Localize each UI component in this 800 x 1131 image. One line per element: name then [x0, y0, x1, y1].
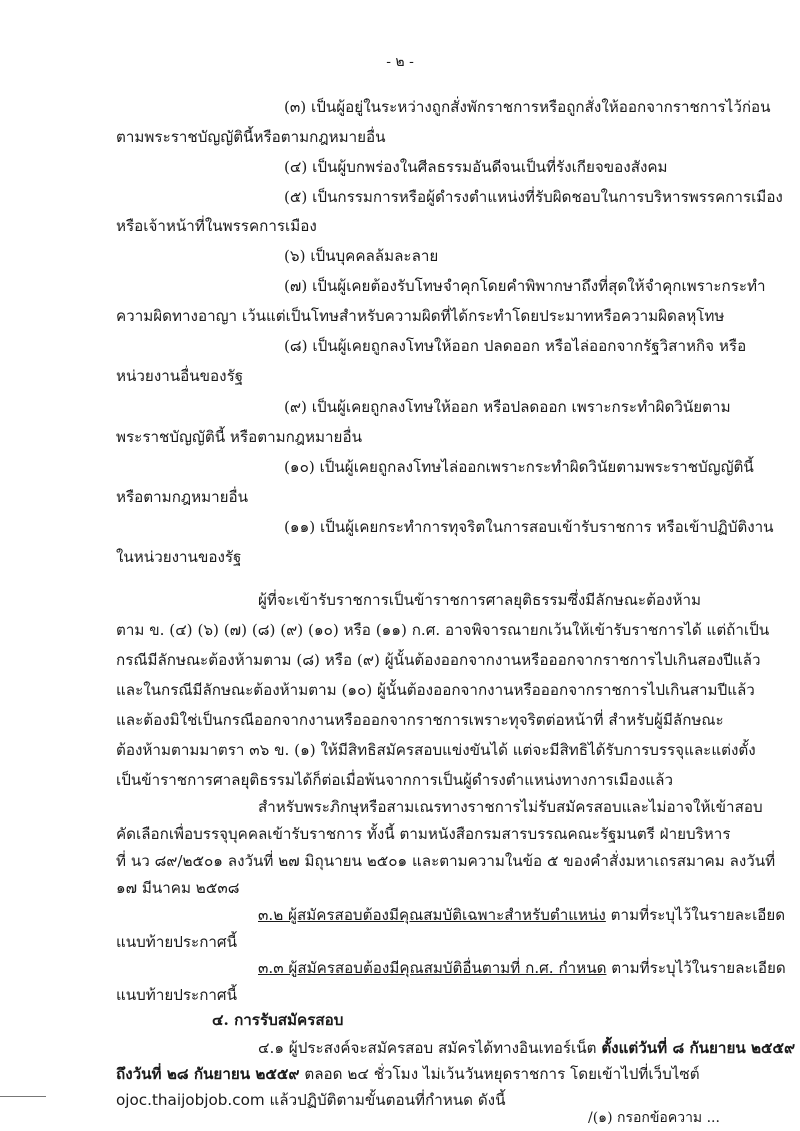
item-7-line-1: (๗) เป็นผู้เคยต้องรับโทษจำคุกโดยคำพิพากษาถึงที่สุดให้จำคุกเพราะกระทำ — [284, 277, 766, 295]
item-6: (๖) เป็นบุคคลล้มละลาย — [284, 247, 439, 265]
monk-line-1: สำหรับพระภิกษุหรือสามเณรทางราชการไม่รับสมัครสอบและไม่อาจให้เข้าสอบ — [258, 798, 763, 816]
item-7-line-2: ความผิดทางอาญา เว้นแต่เป็นโทษสำหรับความผิดที่ได้กระทำโดยประมาทหรือความผิดลหุโทษ — [116, 307, 725, 325]
section-3-2-line-2: แนบท้ายประกาศนี้ — [116, 933, 237, 951]
continuation-note: /(๑) กรอกข้อความ ... — [588, 1110, 720, 1126]
page-number: - ๒ - — [386, 54, 414, 70]
item-10-line-1: (๑๐) เป็นผู้เคยถูกลงโทษไล่ออกเพราะกระทำผิดวินัยตามพระราชบัญญัตินี้ — [284, 458, 754, 476]
monk-line-2: คัดเลือกเพื่อบรรจุบุคคลเข้ารับราชการ ทั้งนี้ ตามหนังสือกรมสารบรรณคณะรัฐมนตรี ฝ่ายบริหาร — [116, 825, 731, 843]
section-4-1-steps: แล้วปฏิบัติตามขั้นตอนที่กำหนด ดังนี้ — [264, 1091, 506, 1109]
section-3-2-rest: ตามที่ระบุไว้ในรายละเอียด — [605, 906, 786, 924]
section-3-2-heading: ๓.๒ ผู้สมัครสอบต้องมีคุณสมบัติเฉพาะสำหรับตำแหน่ง — [258, 906, 606, 924]
section-3-3-heading: ๓.๓ ผู้สมัครสอบต้องมีคุณสมบัติอื่นตามที่ ก.ศ. กำหนด — [258, 959, 607, 977]
scan-edge-line — [0, 1096, 46, 1097]
item-3-line-1: (๓) เป็นผู้อยู่ในระหว่างถูกสั่งพักราชการหรือถูกสั่งให้ออกจากราชการไว้ก่อน — [284, 98, 771, 116]
exception-line-4: และในกรณีมีลักษณะต้องห้ามตาม (๑๐) ผู้นั้นต้องออกจากงานหรือออกจากราชการไปเกินสามปีแล้ว — [116, 681, 755, 699]
item-3-line-2: ตามพระราชบัญญัตินี้หรือตามกฎหมายอื่น — [116, 128, 386, 146]
section-3-3-line-1 — [258, 958, 786, 978]
section-4-1-intro: ๔.๑ ผู้ประสงค์จะสมัครสอบ สมัครได้ทางอินเทอร์เน็ต — [258, 1039, 602, 1057]
section-4-1-line-2 — [116, 1064, 700, 1084]
monk-line-4: ๑๗ มีนาคม ๒๕๓๘ — [116, 879, 240, 897]
item-10-line-2: หรือตามกฎหมายอื่น — [116, 488, 249, 506]
section-4-heading: ๔. การรับสมัครสอบ — [212, 1011, 344, 1029]
section-4-1-line-3 — [116, 1090, 505, 1110]
item-11-line-1: (๑๑) เป็นผู้เคยกระทำการทุจริตในการสอบเข้ารับราชการ หรือเข้าปฏิบัติงาน — [284, 518, 774, 536]
item-4: (๔) เป็นผู้บกพร่องในศีลธรรมอันดีจนเป็นที่รังเกียจของสังคม — [284, 158, 668, 176]
exception-line-3: กรณีมีลักษณะต้องห้ามตาม (๘) หรือ (๙) ผู้นั้นต้องออกจากงานหรือออกจากราชการไปเกินสองปีแล้ว — [116, 651, 761, 669]
section-3-3-line-2: แนบท้ายประกาศนี้ — [116, 986, 237, 1004]
item-11-line-2: ในหน่วยงานของรัฐ — [116, 548, 242, 566]
section-4-1-hours: ตลอด ๒๔ ชั่วโมง ไม่เว้นวันหยุดราชการ โดยเข้าไปที่เว็บไซต์ — [299, 1065, 700, 1083]
monk-line-3: ที่ นว ๘๙/๒๕๐๑ ลงวันที่ ๒๗ มิถุนายน ๒๕๐๑ และตามความในข้อ ๕ ของคำสั่งมหาเถรสมาคม ลงวันที่ — [116, 852, 776, 870]
exception-line-7: เป็นข้าราชการศาลยุติธรรมได้ก็ต่อเมื่อพ้นจากการเป็นผู้ดำรงตำแหน่งทางการเมืองแล้ว — [116, 771, 673, 789]
application-start-date: ตั้งแต่วันที่ ๘ กันยายน ๒๕๕๙ — [601, 1039, 796, 1057]
exception-line-5: และต้องมิใช่เป็นกรณีออกจากงานหรือออกจากราชการเพราะทุจริตต่อหน้าที่ สำหรับผู้มีลักษณะ — [116, 711, 724, 729]
item-8-line-2: หน่วยงานอื่นของรัฐ — [116, 367, 244, 385]
item-9-line-1: (๙) เป็นผู้เคยถูกลงโทษให้ออก หรือปลดออก เพราะกระทำผิดวินัยตาม — [284, 398, 731, 416]
item-5-line-2: หรือเจ้าหน้าที่ในพรรคการเมือง — [116, 217, 317, 235]
section-4-1-line-1 — [258, 1038, 795, 1058]
website-url: ojoc.thaijobjob.com — [116, 1091, 265, 1109]
application-end-date: ถึงวันที่ ๒๘ กันยายน ๒๕๕๙ — [116, 1065, 300, 1083]
item-5-line-1: (๕) เป็นกรรมการหรือผู้ดำรงตำแหน่งที่รับผิดชอบในการบริหารพรรคการเมือง — [284, 188, 783, 206]
item-9-line-2: พระราชบัญญัตินี้ หรือตามกฎหมายอื่น — [116, 428, 362, 446]
section-3-3-rest: ตามที่ระบุไว้ในรายละเอียด — [606, 959, 786, 977]
exception-line-2: ตาม ข. (๔) (๖) (๗) (๘) (๙) (๑๐) หรือ (๑๑) ก.ศ. อาจพิจารณายกเว้นให้เข้ารับราชการได้ แต่ถ้าเป็น — [116, 621, 770, 639]
exception-line-1: ผู้ที่จะเข้ารับราชการเป็นข้าราชการศาลยุติธรรมซึ่งมีลักษณะต้องห้าม — [258, 591, 702, 609]
exception-line-6: ต้องห้ามตามมาตรา ๓๖ ข. (๑) ให้มีสิทธิสมัครสอบแข่งขันได้ แต่จะมีสิทธิได้รับการบรรจุและแต่งตั้ง — [116, 741, 756, 759]
item-8-line-1: (๘) เป็นผู้เคยถูกลงโทษให้ออก ปลดออก หรือไล่ออกจากรัฐวิสาหกิจ หรือ — [284, 337, 747, 355]
section-3-2-line-1 — [258, 905, 785, 925]
